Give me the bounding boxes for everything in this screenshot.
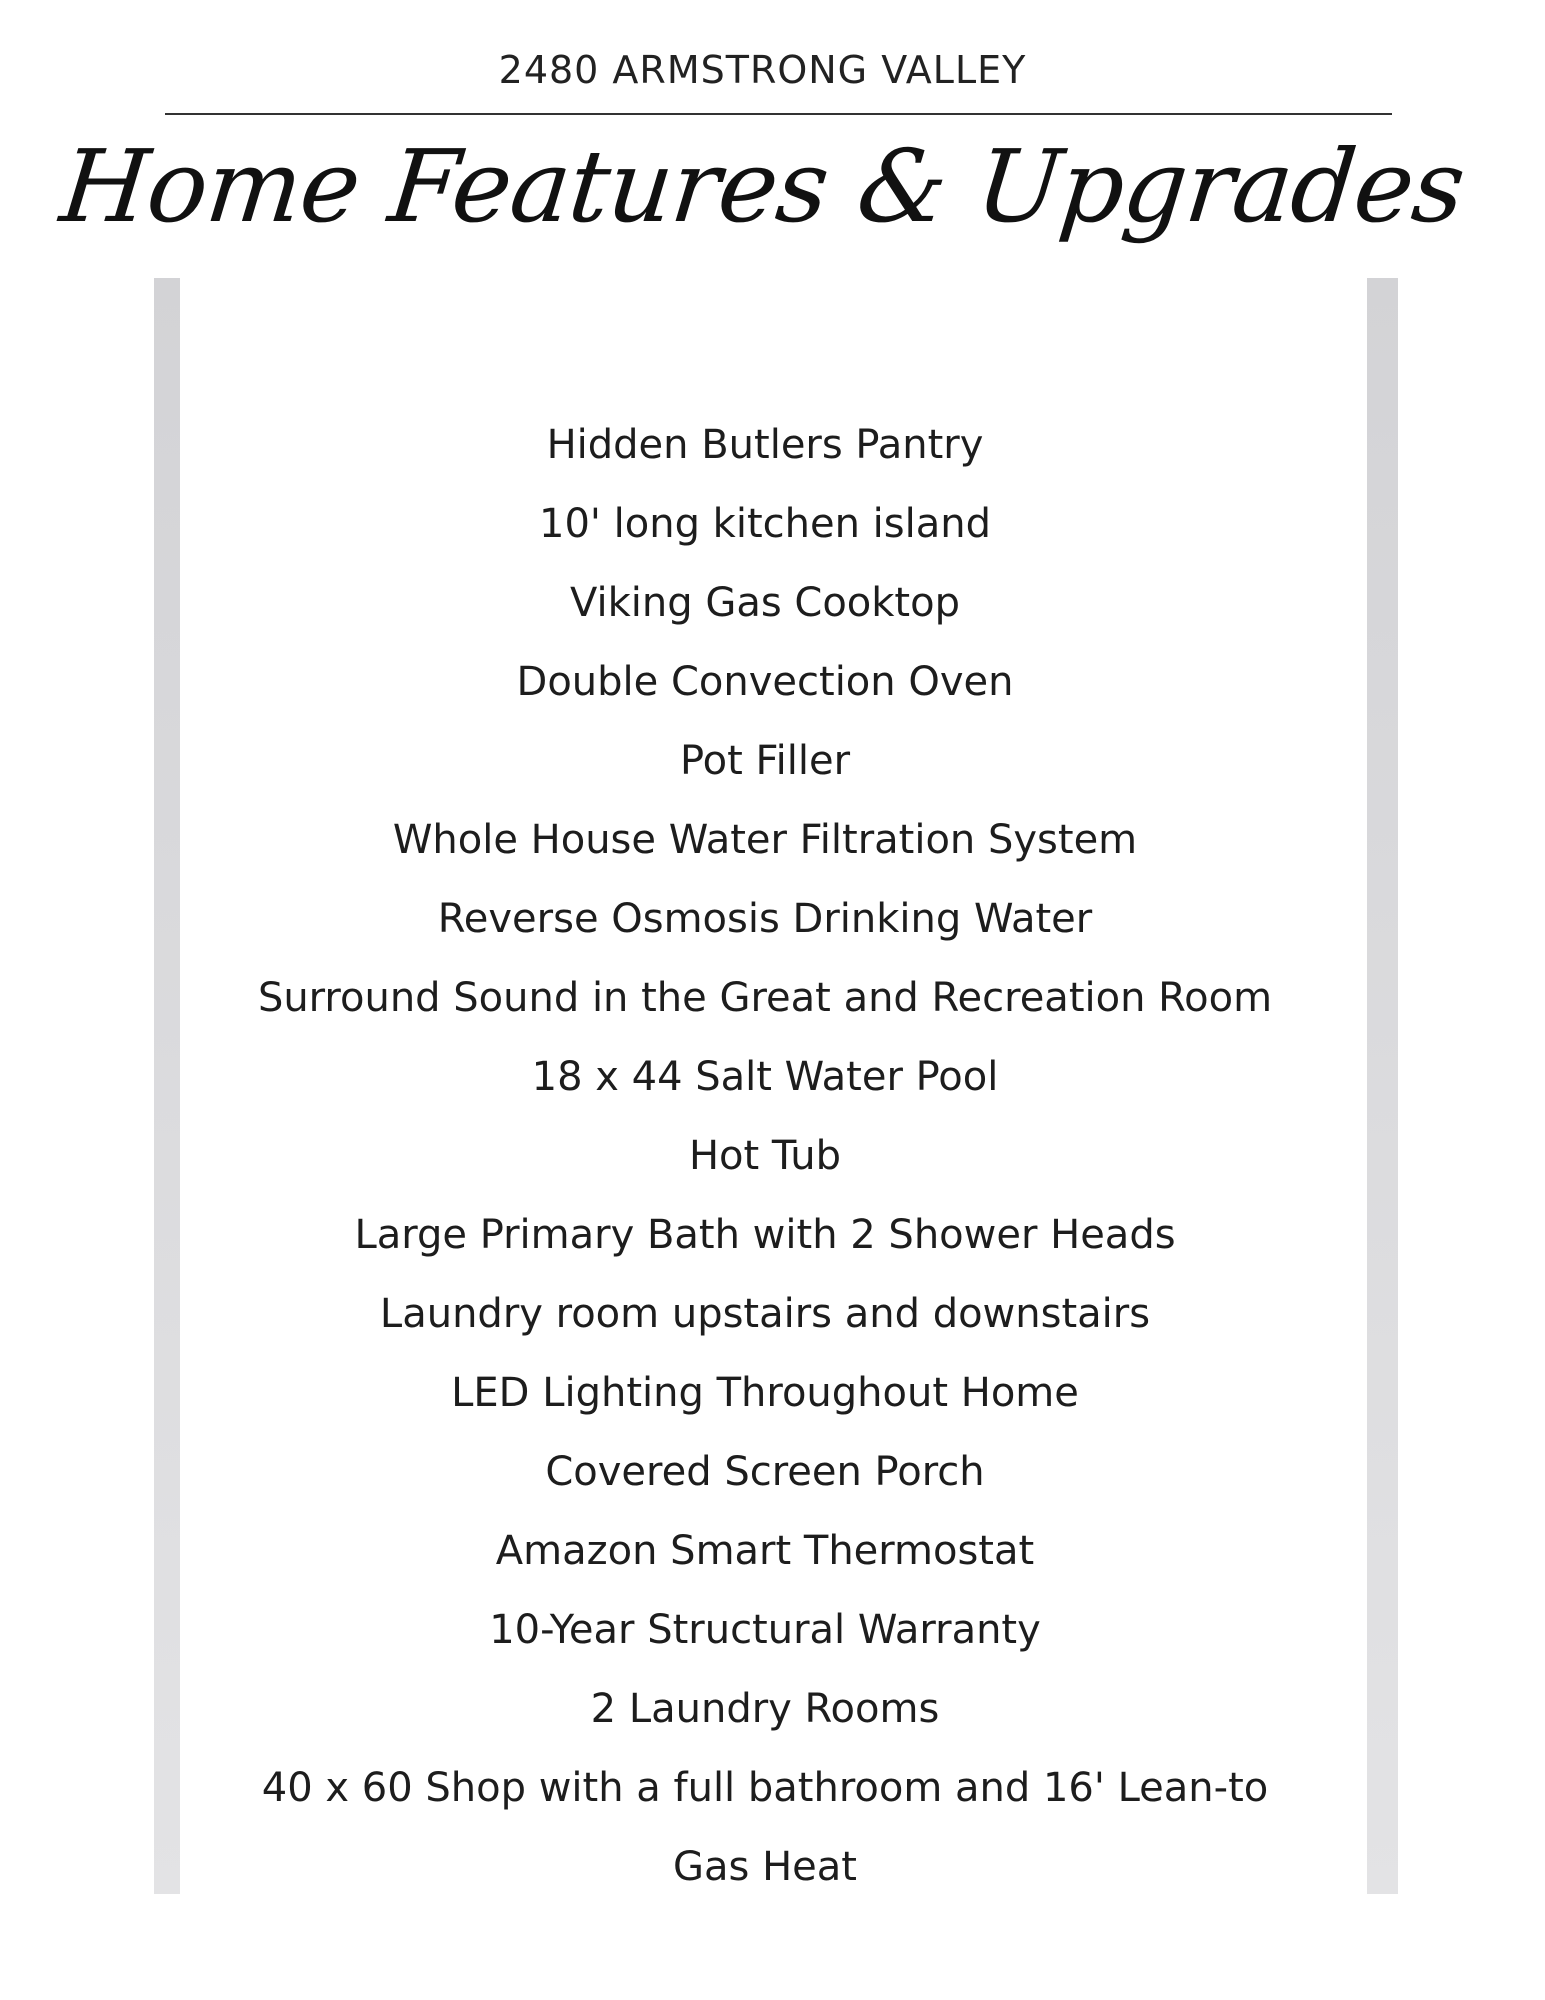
feature-item: 10-Year Structural Warranty <box>489 1607 1041 1653</box>
left-decorative-stripe <box>154 278 180 1894</box>
page-title: Home Features & Upgrades <box>55 128 1470 245</box>
feature-item: Double Convection Oven <box>516 659 1014 705</box>
feature-item: 18 x 44 Salt Water Pool <box>531 1054 999 1100</box>
feature-item: Covered Screen Porch <box>545 1449 985 1495</box>
feature-item: Hidden Butlers Pantry <box>546 422 984 468</box>
feature-item: Amazon Smart Thermostat <box>495 1528 1035 1574</box>
feature-item: Reverse Osmosis Drinking Water <box>437 896 1093 942</box>
feature-item: 2 Laundry Rooms <box>590 1686 940 1732</box>
feature-item: Whole House Water Filtration System <box>392 817 1138 863</box>
property-address: 2480 ARMSTRONG VALLEY <box>498 48 1027 92</box>
feature-item: Viking Gas Cooktop <box>570 580 960 626</box>
right-decorative-stripe <box>1367 278 1398 1894</box>
header-divider <box>165 113 1392 115</box>
feature-item: Pot Filler <box>679 738 851 784</box>
feature-item: Gas Heat <box>673 1844 857 1890</box>
feature-item: 10' long kitchen island <box>539 501 991 547</box>
feature-item: Laundry room upstairs and downstairs <box>379 1291 1151 1337</box>
features-list <box>180 406 1350 1907</box>
feature-item: LED Lighting Throughout Home <box>451 1370 1079 1416</box>
feature-item: Hot Tub <box>688 1133 842 1179</box>
feature-item: 40 x 60 Shop with a full bathroom and 16' Lean-to <box>261 1765 1269 1811</box>
feature-item: Large Primary Bath with 2 Shower Heads <box>354 1212 1176 1258</box>
feature-item: Surround Sound in the Great and Recreation Room <box>257 975 1273 1021</box>
